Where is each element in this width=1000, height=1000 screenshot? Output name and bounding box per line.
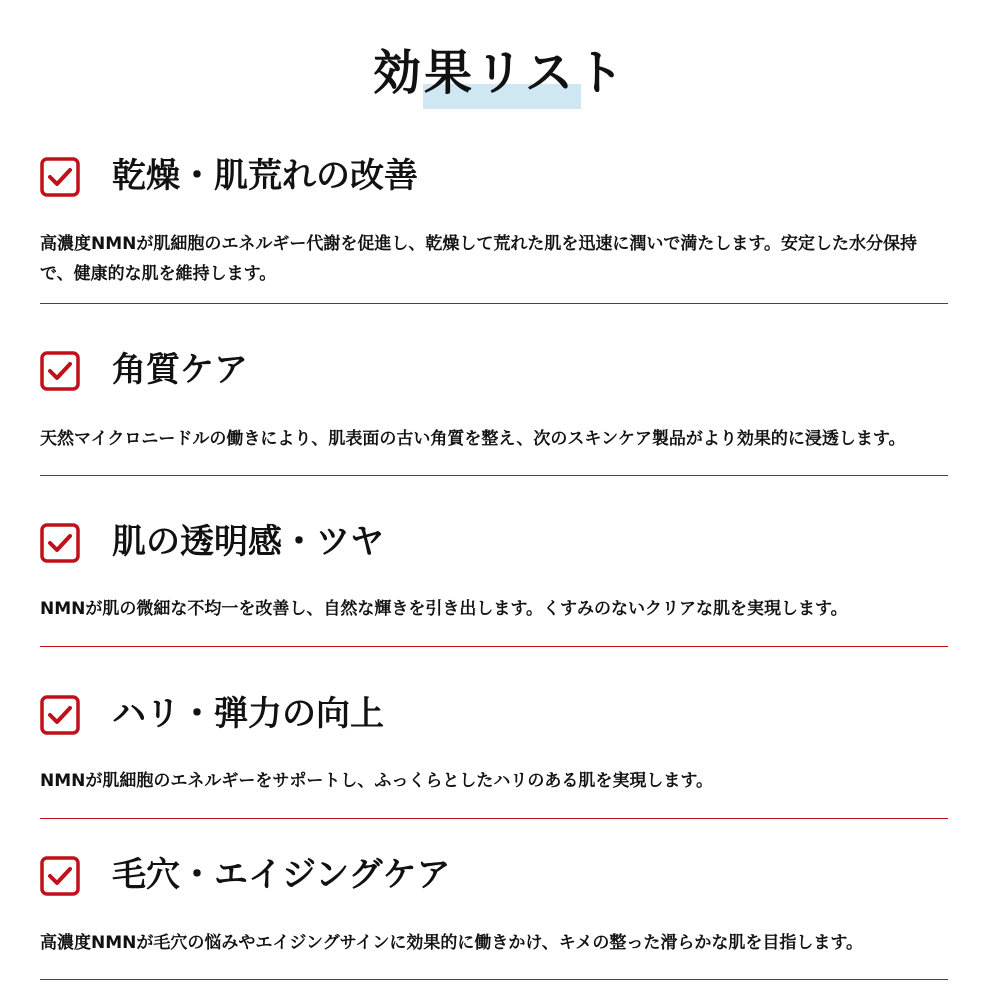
effect-item-description: NMNが肌細胞のエネルギーをサポートし、ふっくらとしたハリのある肌を実現します。	[40, 771, 714, 791]
effect-item-title: 乾燥・肌荒れの改善	[112, 156, 418, 196]
effect-item-dryness	[40, 154, 948, 304]
effect-item-pores-aging	[40, 853, 948, 980]
effect-item-description: NMNが肌の微細な不均一を改善し、自然な輝きを引き出します。くすみのないクリアな肌を実現します。	[40, 599, 848, 619]
effect-item-title: ハリ・弾力の向上	[112, 694, 384, 734]
effect-item-header	[40, 154, 948, 198]
effect-item-header	[40, 348, 948, 392]
effect-item-clarity	[40, 520, 948, 647]
checkbox-checked-icon	[40, 856, 80, 896]
effect-item-description: 高濃度NMNが毛穴の悩みやエイジングサインに効果的に働きかけ、キメの整った滑らかな肌を目指します。	[40, 933, 864, 953]
effect-item-title: 毛穴・エイジングケア	[112, 855, 451, 895]
effect-item-title: 肌の透明感・ツヤ	[112, 522, 384, 562]
page-header	[0, 38, 1000, 112]
checkbox-checked-icon	[40, 157, 80, 197]
effect-item-exfoliation	[40, 348, 948, 476]
effect-item-firmness	[40, 692, 948, 819]
effect-item-header	[40, 692, 948, 736]
effect-item-description: 高濃度NMNが肌細胞のエネルギー代謝を促進し、乾燥して荒れた肌を迅速に潤いで満たします。安定した水分保持で、健康的な肌を維持します。	[40, 234, 918, 284]
effect-item-header	[40, 520, 948, 564]
checkbox-checked-icon	[40, 523, 80, 563]
page-title: 効果リスト	[372, 45, 628, 101]
effect-item-description: 天然マイクロニードルの働きにより、肌表面の古い角質を整え、次のスキンケア製品がより効果的に浸透します。	[40, 429, 906, 449]
effect-item-title: 角質ケア	[112, 350, 248, 390]
effect-item-header	[40, 853, 948, 897]
checkbox-checked-icon	[40, 351, 80, 391]
checkbox-checked-icon	[40, 695, 80, 735]
